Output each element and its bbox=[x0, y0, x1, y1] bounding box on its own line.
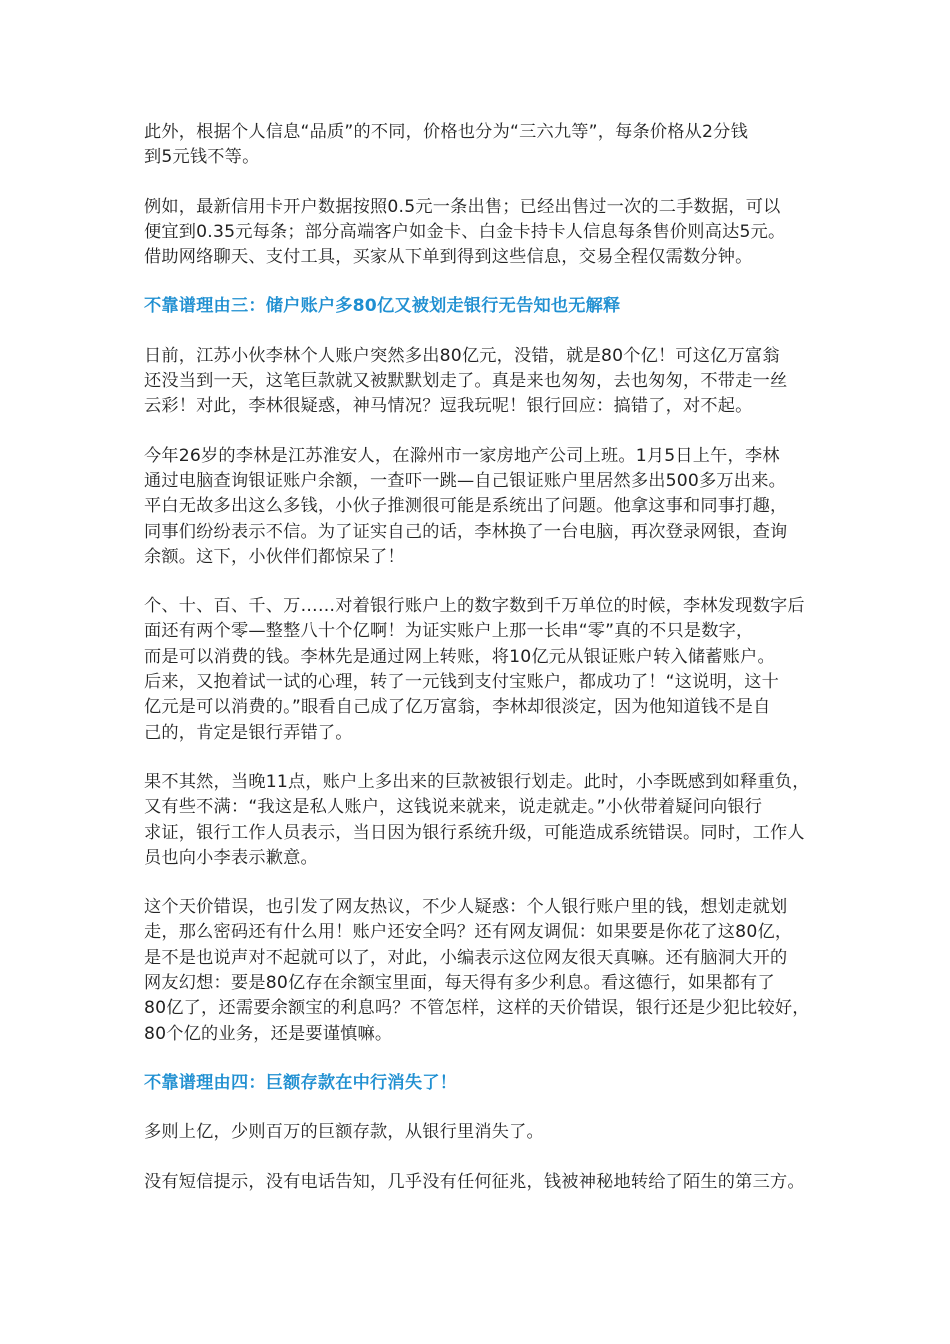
text-line: 又有些不满：“我这是私人账户，这钱说来就来，说走就走。”小伙带着疑问向银行 bbox=[144, 797, 763, 818]
paragraph-price-quality bbox=[144, 120, 816, 171]
text-line: 个、十、百、千、万……对着银行账户上的数字数到千万单位的时候，李林发现数字后 bbox=[144, 596, 805, 617]
paragraph-counting-digits bbox=[144, 594, 816, 746]
text-line: 走，那么密码还有什么用！账户还安全吗？还有网友调侃：如果要是你花了这80亿， bbox=[144, 922, 793, 943]
section-heading-reason-four: 不靠谱理由四：巨额存款在中行消失了！ bbox=[144, 1072, 457, 1093]
paragraph-account-80-billion bbox=[144, 344, 816, 420]
text-line: 没有短信提示，没有电话告知，几乎没有任何征兆，钱被神秘地转给了陌生的第三方。 bbox=[144, 1171, 805, 1192]
text-line: 网友幻想：要是80亿存在余额宝里面，每天得有多少利息。看这德行，如果都有了 bbox=[144, 973, 775, 994]
text-line: 通过电脑查询银证账户余额，一查吓一跳—自己银证账户里居然多出500多万出来。 bbox=[144, 470, 786, 491]
paragraph-bank-response bbox=[144, 770, 816, 871]
text-line: 平白无故多出这么多钱，小伙子推测很可能是系统出了问题。他拿这事和同事打趣， bbox=[144, 496, 788, 517]
text-line: 己的，肯定是银行弄错了。 bbox=[144, 722, 353, 743]
text-line: 日前，江苏小伙李林个人账户突然多出80亿元，没错，就是80个亿！可这亿万富翁 bbox=[144, 345, 780, 366]
paragraph-no-notice bbox=[144, 1170, 816, 1195]
text-line: 求证，银行工作人员表示，当日因为银行系统升级，可能造成系统错误。同时，工作人 bbox=[144, 822, 805, 843]
text-line: 80亿了，还需要余额宝的利息吗？不管怎样，这样的天价错误，银行还是少犯比较好， bbox=[144, 998, 810, 1019]
text-line: 是不是也说声对不起就可以了，对此，小编表示这位网友很天真嘛。还有脑洞大开的 bbox=[144, 947, 788, 968]
paragraph-credit-card-data bbox=[144, 195, 816, 271]
text-line: 后来，又抱着试一试的心理，转了一元钱到支付宝账户，都成功了！“这说明，这十 bbox=[144, 672, 780, 693]
text-line: 便宜到0.35元每条；部分高端客户如金卡、白金卡持卡人信息每条售价则高达5元。 bbox=[144, 221, 786, 242]
paragraph-li-lin-story bbox=[144, 444, 816, 570]
text-line: 余额。这下，小伙伴们都惊呆了！ bbox=[144, 546, 405, 567]
text-line: 同事们纷纷表示不信。为了证实自己的话，李林换了一台电脑，再次登录网银，查询 bbox=[144, 521, 788, 542]
section-heading-reason-three: 不靠谱理由三：储户账户多80亿又被划走银行无告知也无解释 bbox=[144, 296, 621, 317]
text-line: 而是可以消费的钱。李林先是通过网上转账，将10亿元从银证账户转入储蓄账户。 bbox=[144, 646, 775, 667]
text-line: 员也向小李表示歉意。 bbox=[144, 847, 318, 868]
paragraph-deposits-vanished bbox=[144, 1120, 816, 1145]
text-line: 例如，最新信用卡开户数据按照0.5元一条出售；已经出售过一次的二手数据，可以 bbox=[144, 196, 781, 217]
text-line: 还没当到一天，这笔巨款就又被默默划走了。真是来也匆匆，去也匆匆，不带走一丝 bbox=[144, 371, 788, 392]
text-line: 今年26岁的李林是江苏淮安人，在滁州市一家房地产公司上班。1月5日上午，李林 bbox=[144, 445, 780, 466]
text-line: 这个天价错误，也引发了网友热议，不少人疑惑：个人银行账户里的钱，想划走就划 bbox=[144, 897, 788, 918]
text-line: 面还有两个零—整整八十个亿啊！为证实账户上那一长串“零”真的不只是数字， bbox=[144, 621, 754, 642]
document-page bbox=[144, 120, 816, 1219]
text-line: 云彩！对此，李林很疑惑，神马情况？逗我玩呢！银行回应：搞错了，对不起。 bbox=[144, 396, 753, 417]
paragraph-netizen-discussion bbox=[144, 895, 816, 1047]
text-line: 借助网络聊天、支付工具，买家从下单到得到这些信息，交易全程仅需数分钟。 bbox=[144, 247, 753, 268]
text-line: 此外，根据个人信息“品质”的不同，价格也分为“三六九等”，每条价格从2分钱 bbox=[144, 122, 748, 142]
text-line: 多则上亿，少则百万的巨额存款，从银行里消失了。 bbox=[144, 1122, 544, 1143]
text-line: 果不其然，当晚11点，账户上多出来的巨款被银行划走。此时，小李既感到如释重负， bbox=[144, 771, 810, 792]
text-line: 80个亿的业务，还是要谨慎嘛。 bbox=[144, 1023, 393, 1044]
text-line: 到5元钱不等。 bbox=[144, 147, 260, 168]
text-line: 亿元是可以消费的。”眼看自己成了亿万富翁，李林却很淡定，因为他知道钱不是自 bbox=[144, 697, 771, 718]
